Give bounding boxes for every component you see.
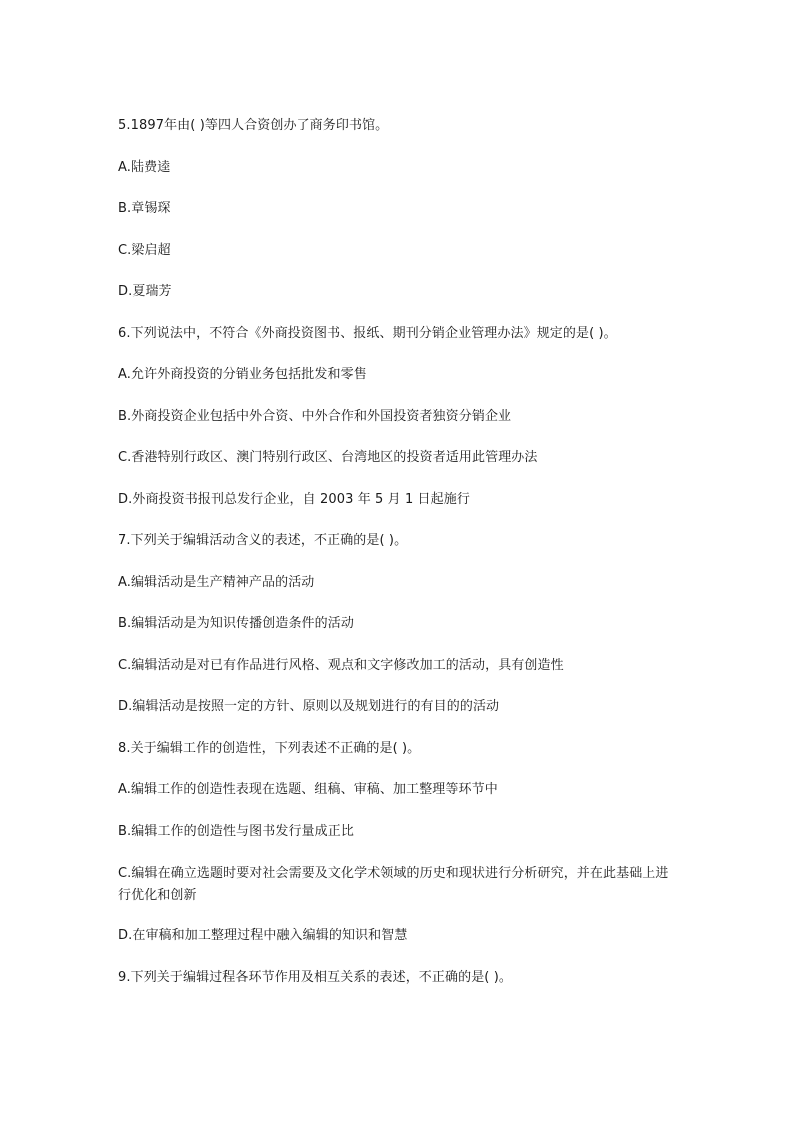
question-5-option-b: B.章锡琛 — [118, 201, 171, 216]
question-list — [118, 116, 678, 1009]
question-6-option-c: C.香港特别行政区、澳门特别行政区、台湾地区的投资者适用此管理办法 — [118, 450, 538, 465]
question-8-option-c: C.编辑在确立选题时要对社会需要及文化学术领域的历史和现状进行分析研究，并在此基础上进行优化和创新 — [118, 866, 669, 903]
question-6-stem: 6.下列说法中，不符合《外商投资图书、报纸、期刊分销企业管理办法》规定的是( )。 — [118, 325, 617, 341]
question-6-option-b: B.外商投资企业包括中外合资、中外合作和外国投资者独资分销企业 — [118, 408, 512, 424]
question-5-stem: 5.1897年由( )等四人合资创办了商务印书馆。 — [118, 118, 389, 133]
question-7-stem: 7.下列关于编辑活动含义的表述，不正确的是( )。 — [118, 533, 408, 548]
question-7-option-d: D.编辑活动是按照一定的方针、原则以及规划进行的有目的的活动 — [118, 699, 500, 714]
question-5-option-c: C.梁启超 — [118, 242, 171, 258]
question-5-option-d: D.夏瑞芳 — [118, 284, 172, 299]
question-7-option-b: B.编辑活动是为知识传播创造条件的活动 — [118, 616, 354, 631]
question-8-option-b: B.编辑工作的创造性与图书发行量成正比 — [118, 823, 354, 839]
question-7-option-c: C.编辑活动是对已有作品进行风格、观点和文字修改加工的活动，具有创造性 — [118, 657, 564, 673]
question-8-option-d: D.在审稿和加工整理过程中融入编辑的知识和智慧 — [118, 928, 408, 943]
question-7-option-a: A.编辑活动是生产精神产品的活动 — [118, 574, 315, 590]
question-8-stem: 8.关于编辑工作的创造性，下列表述不正确的是( )。 — [118, 740, 421, 756]
question-9-stem: 9.下列关于编辑过程各环节作用及相互关系的表述，不正确的是( )。 — [118, 969, 512, 985]
question-6-option-d: D.外商投资书报刊总发行企业，自 2003 年 5 月 1 日起施行 — [118, 491, 470, 507]
question-8-option-a: A.编辑工作的创造性表现在选题、组稿、审稿、加工整理等环节中 — [118, 782, 498, 797]
question-5-option-a: A.陆费逵 — [118, 159, 171, 175]
question-6-option-a: A.允许外商投资的分销业务包括批发和零售 — [118, 367, 367, 382]
